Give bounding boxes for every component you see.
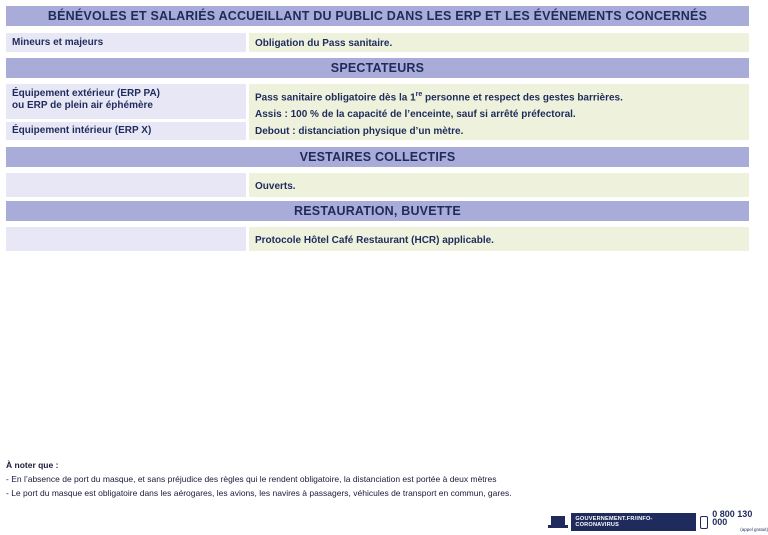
notes-line: - En l’absence de port du masque, et sans préjudice des règles qui le rendent obligatoire, la distanciation est portée à deux mètres bbox=[6, 474, 497, 484]
row-content: Obligation du Pass sanitaire. bbox=[249, 33, 749, 52]
phone-note: (appel gratuit) bbox=[740, 527, 768, 532]
hotline bbox=[712, 510, 768, 534]
notes-title: À noter que : bbox=[6, 460, 59, 470]
row-label-empty bbox=[6, 173, 246, 197]
section-title-restauration: RESTAURATION, BUVETTE bbox=[6, 201, 749, 221]
row-label: Mineurs et majeurs bbox=[6, 33, 246, 52]
section-title-vestiaires: VESTAIRES COLLECTIFS bbox=[6, 147, 749, 167]
laptop-icon bbox=[548, 516, 567, 528]
row-label: Équipement intérieur (ERP X) bbox=[6, 122, 246, 140]
notes-line: - Le port du masque est obligatoire dans les aérogares, les avions, les navires à passagers, véhicules de transport en commun, gares. bbox=[6, 488, 512, 498]
notes bbox=[6, 458, 512, 500]
row-label: Équipement extérieur (ERP PA) ou ERP de plein air éphémère bbox=[6, 84, 246, 119]
phone-icon bbox=[700, 516, 708, 529]
phone-number: 0 800 130 000 bbox=[712, 509, 753, 527]
website-link[interactable]: GOUVERNEMENT.FR/INFO-CORONAVIRUS bbox=[571, 513, 696, 531]
row-content: Pass sanitaire obligatoire dès la 1re personne et respect des gestes barrières. Assis : 100 % de la capacité de l’enceinte, sauf si arrêté préfectoral. Debout : distanciation physique d’un mètre. bbox=[249, 84, 749, 140]
row-content: Protocole Hôtel Café Restaurant (HCR) applicable. bbox=[249, 227, 749, 251]
row-label-empty bbox=[6, 227, 246, 251]
row-content: Ouverts. bbox=[249, 173, 749, 197]
section-title-benevoles: BÉNÉVOLES ET SALARIÉS ACCUEILLANT DU PUBLIC DANS LES ERP ET LES ÉVÉNEMENTS CONCERNÉS bbox=[6, 6, 749, 26]
footer bbox=[548, 510, 768, 534]
section-title-spectateurs: SPECTATEURS bbox=[6, 58, 749, 78]
